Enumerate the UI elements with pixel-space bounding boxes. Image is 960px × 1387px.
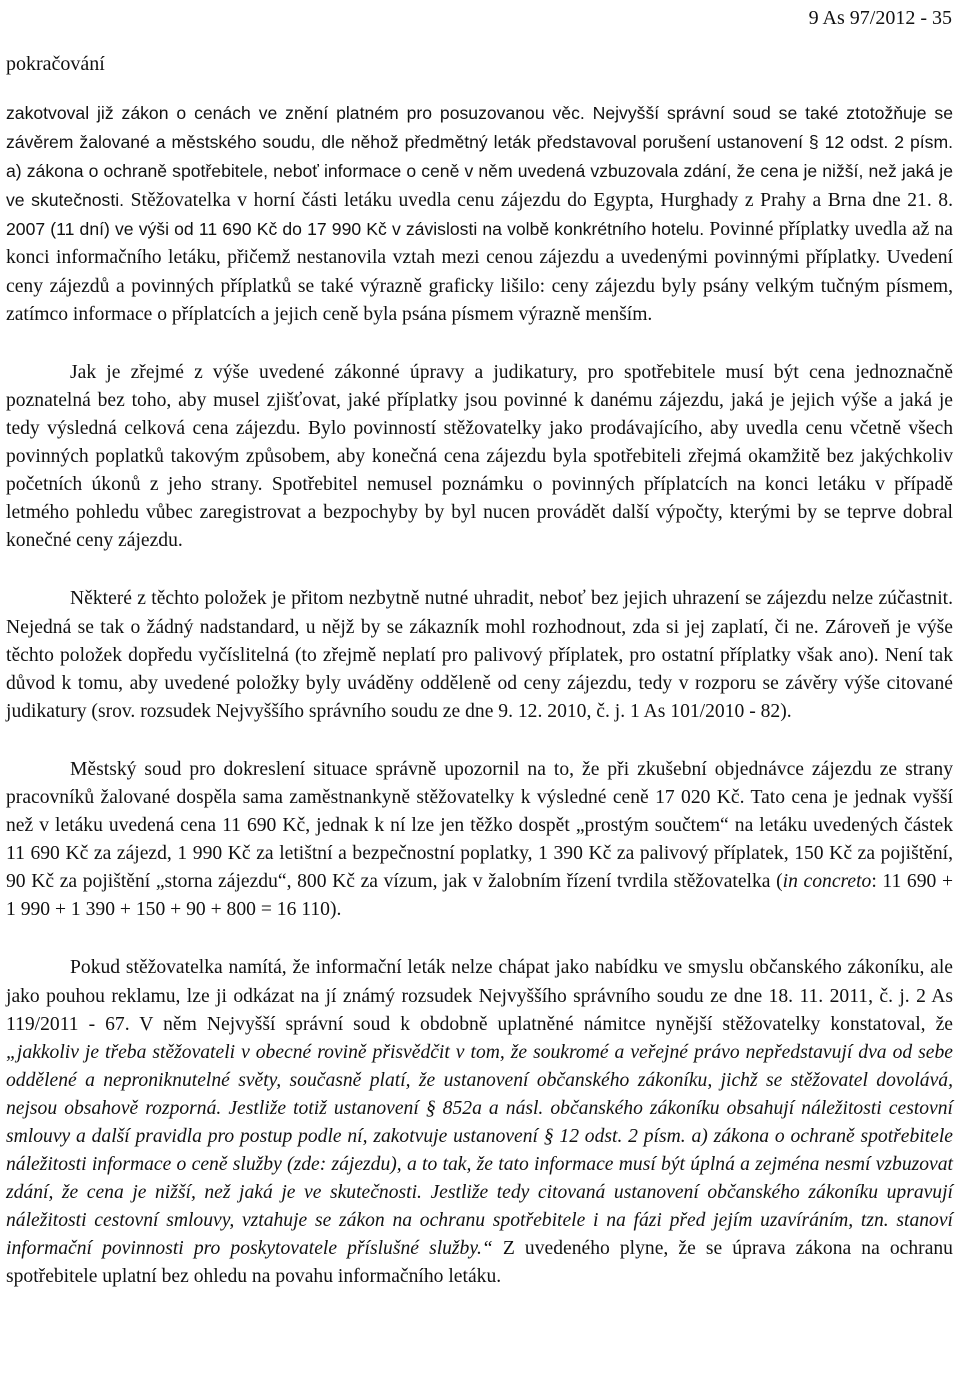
paragraph-4: [6, 756, 953, 925]
paragraph-4-italic: in concreto: [782, 871, 872, 893]
case-number: 9 As 97/2012 - 35: [808, 7, 952, 29]
paragraph-4-part-b: : 11 690 + 1 990 + 1 390 + 150 + 90 + 800 = 16 110).: [6, 871, 953, 921]
paragraph-1-part-d: Povinné příplatky uvedla až na konci informačního letáku, přičemž nestanovila vztah mezi cenou zájezdu a uvedenými povinnými příplatky. Uvedení ceny zájezdů a povinných příplatků se také výrazně graficky lišilo: ceny zájezdu byly psány velkým tučným písmem, zatímco informace o příplatcích a jejich ceně byla psána písmem výrazně menším.: [6, 219, 954, 325]
paragraph-5-quotation: „jakkoliv je třeba stěžovateli v obecné rovině přisvědčit v tom, že soukromé a veřejné právo nepředstavují dva od sebe oddělené a neproniknutelné světy, současně platí, že ustanovení občanského zákoníku, jichž se stěžovatel dovolává, nejsou obsahově rozporná. Jestliže totiž ustanovení § 852a a násl. občanského zákoníku obsahují náležitosti cestovní smlouvy a další pravidla pro postup podle ní, zakotvuje ustanovení § 12 odst. 2 písm. a) zákona o ochraně spotřebitele náležitosti informace o ceně služby (zde: zájezdu), a to tak, že tato informace musí být úplná a zejména nesmí vzbuzovat zdání, že cena je nižší, než jaká je ve skutečnosti. Jestliže tedy citovaná ustanovení občanského zákoníku upravují náležitosti cestovní smlouvy, vztahuje se zákon na ochranu spotřebitele i na fázi před jejím uzavíráním, tzn. stanoví informační povinnosti pro poskytovatele příslušné služby.“: [6, 1041, 953, 1260]
paragraph-1-part-a: zakotvoval již zákon o cenách ve znění platném pro posuzovanou věc. Nejvyšší správní soud se také ztotožňuje se závěrem žalované a městského soudu, dle něhož předmětný leták představoval porušení ustanovení § 12 odst. 2 písm. a) zákona o ochraně spotřebitele, neboť informace o ceně v něm uvedená vzbuzovala zdání, že cena je nižší, než jaká je ve skutečnosti.: [6, 103, 953, 211]
paragraph-1-part-b: Stěžovatelka v horní části letáku uvedla cenu zájezdu do Egypta, Hurghady z Prahy a Brna dne 21. 8.: [124, 190, 953, 212]
paragraph-3: Některé z těchto položek je přitom nezbytně nutné uhradit, neboť bez jejich uhrazení se zájezdu nelze zúčastnit. Nejedná se tak o žádný nadstandard, u nějž by se zákazník mohl rozhodnout, zda si jej zaplatí, či ne. Zároveň je výše těchto položek dopředu vyčíslitelná (to zřejmě neplatí pro palivový příplatek, pro ostatní příplatky však ano). Není tak důvod k tomu, aby uvedené položky byly uváděny odděleně od ceny zájezdu, tedy v rozporu se závěry výše citované judikatury (srov. rozsudek Nejvyššího správního soudu ze dne 9. 12. 2010, č. j. 1 As 101/2010 - 82).: [6, 588, 953, 722]
paragraph-1-part-c: 2007 (11 dní) ve výši od 11 690 Kč do 17 990 Kč v závislosti na volbě konkrétního hotelu.: [6, 219, 705, 240]
paragraph-5-part-a: Pokud stěžovatelka namítá, že informační leták nelze chápat jako nabídku ve smyslu občanského zákoníku, ale jako pouhou reklamu, lze ji odkázat na jí známý rozsudek Nejvyššího správního soudu ze dne 18. 11. 2011, č. j. 2 As 119/2011 - 67. V něm Nejvyšší správní soud k obdobně uplatněné námitce nynější stěžovatelky konstatoval, že: [6, 957, 953, 1035]
paragraph-1: [6, 99, 953, 329]
paragraph-2: Jak je zřejmé z výše uvedené zákonné úpravy a judikatury, pro spotřebitele musí být cena jednoznačně poznatelná bez toho, aby musel zjišťovat, jaké příplatky jsou povinné k danému zájezdu, jaká je jejich výše a jaká je tedy výsledná celková cena zájezdu. Bylo povinností stěžovatelky jako prodávajícího, aby uvedla cenu včetně všech povinných poplatků takovým způsobem, aby konečná cena zájezdu byla spotřebiteli zřejmá okamžitě bez jakýchkoliv početních úkonů z jeho strany. Spotřebitel nemusel poznámku o povinných příplatcích na konci letáku v případě letmého pohledu vůbec zaregistrovat a bezpochyby by byl nucen provádět další výpočty, kterými by se teprve dobral konečné ceny zájezdu.: [6, 361, 953, 552]
document-body: [6, 99, 953, 1292]
paragraph-5: [6, 954, 953, 1291]
continuation-label: pokračování: [6, 53, 105, 75]
paragraph-4-part-a: Městský soud pro dokreslení situace správně upozornil na to, že při zkušební objednávce zájezdu ze strany pracovníků žalované dospěla sama zaměstnankyně stěžovatelky k výsledné ceně 17 020 Kč. Tato cena je jednak vyšší než v letáku uvedená cena 11 690 Kč, jednak k ní lze jen těžko dospět „prostým součtem“ na letáku uvedených částek 11 690 Kč za zájezd, 1 990 Kč za letištní a bezpečnostní poplatky, 1 390 Kč za palivový příplatek, 150 Kč za pojištění, 90 Kč za pojištění „storna zájezdu“, 800 Kč za vízum, jak v žalobním řízení tvrdila stěžovatelka (: [6, 758, 953, 893]
paragraph-5-part-b: Z uvedeného plyne, že se úprava zákona na ochranu spotřebitele uplatní bez ohledu na povahu informačního letáku.: [6, 1238, 953, 1288]
